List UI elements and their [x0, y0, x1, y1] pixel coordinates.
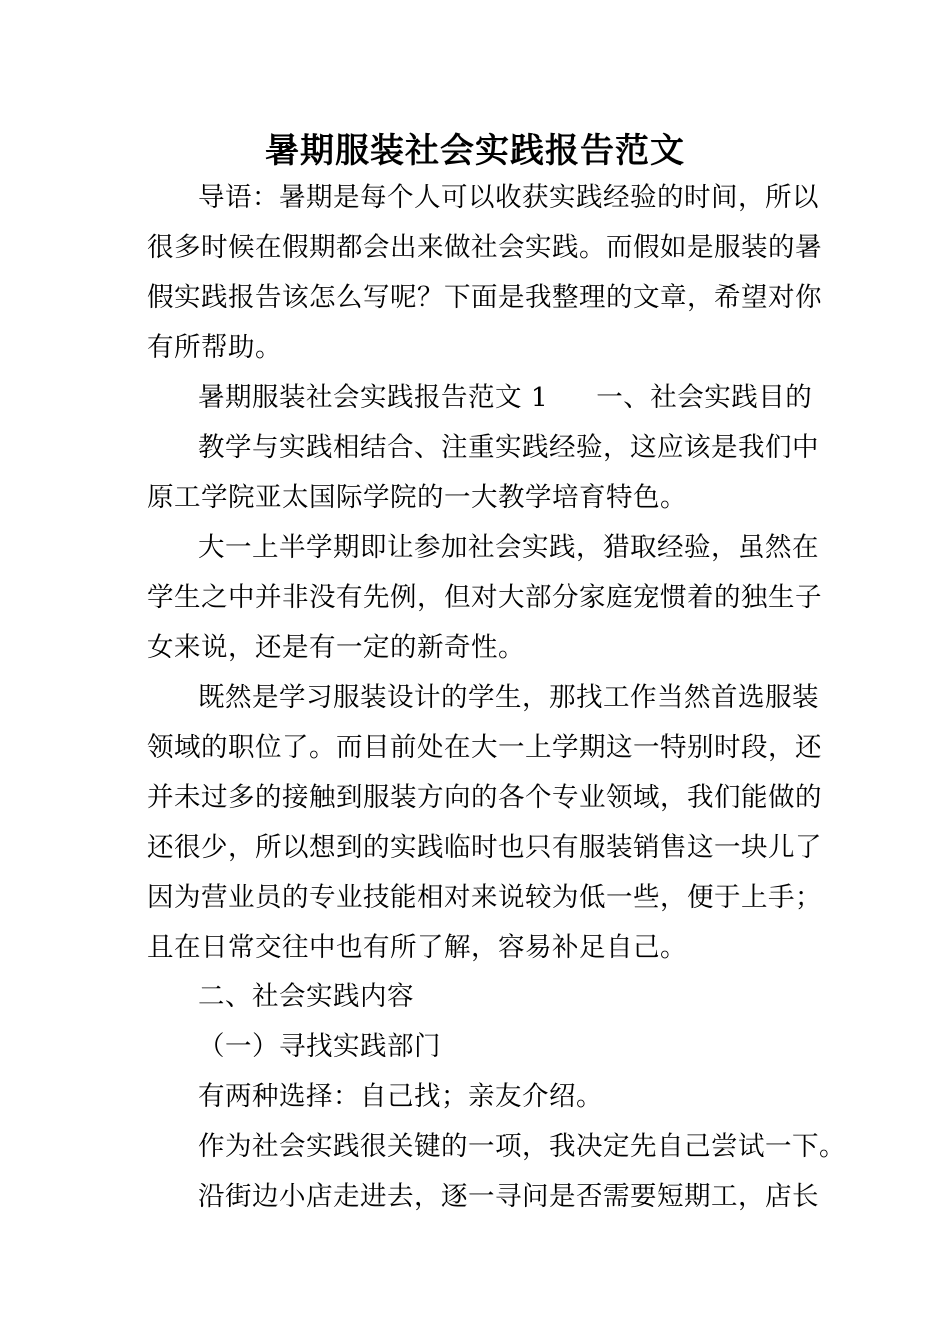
paragraph-line: 有所帮助。 [147, 332, 282, 363]
paragraph-line: 学生之中并非没有先例，但对大部分家庭宠惯着的独生子 [147, 582, 822, 613]
paragraph-line: 领域的职位了。而目前处在大一上学期这一特别时段，还 [147, 732, 822, 763]
paragraph-line: 作为社会实践很关键的一项，我决定先自己尝试一下。 [198, 1131, 846, 1162]
paragraph-line: 女来说，还是有一定的新奇性。 [147, 632, 525, 663]
subsection-heading: （一）寻找实践部门 [198, 1031, 441, 1062]
paragraph-line: 既然是学习服装设计的学生，那找工作当然首选服装 [198, 682, 819, 713]
paragraph-line: 导语：暑期是每个人可以收获实践经验的时间，所以 [198, 182, 819, 213]
paragraph-line: 教学与实践相结合、注重实践经验，这应该是我们中 [198, 432, 819, 463]
section-heading-title: 暑期服装社会实践报告范文 1 [198, 382, 549, 413]
section-heading-sub: 一、社会实践目的 [596, 382, 813, 413]
paragraph-line: 并未过多的接触到服装方向的各个专业领域，我们能做的 [147, 782, 822, 813]
paragraph-line: 还很少，所以想到的实践临时也只有服装销售这一块儿了 [147, 832, 822, 863]
paragraph-line: 沿街边小店走进去，逐一寻问是否需要短期工，店长 [198, 1181, 819, 1212]
paragraph-line: 大一上半学期即让参加社会实践，猎取经验，虽然在 [198, 532, 819, 563]
paragraph-line: 有两种选择：自己找；亲友介绍。 [198, 1081, 603, 1112]
paragraph-line: 且在日常交往中也有所了解，容易补足自己。 [147, 932, 687, 963]
paragraph-line: 很多时候在假期都会出来做社会实践。而假如是服装的暑 [147, 232, 822, 263]
paragraph-line: 假实践报告该怎么写呢？下面是我整理的文章，希望对你 [147, 282, 822, 313]
section-heading: 二、社会实践内容 [198, 981, 414, 1012]
section-heading-line [198, 373, 812, 423]
document-title: 暑期服装社会实践报告范文 [265, 131, 685, 171]
paragraph-line: 因为营业员的专业技能相对来说较为低一些，便于上手； [147, 882, 822, 913]
paragraph-line: 原工学院亚太国际学院的一大教学培育特色。 [147, 482, 687, 513]
